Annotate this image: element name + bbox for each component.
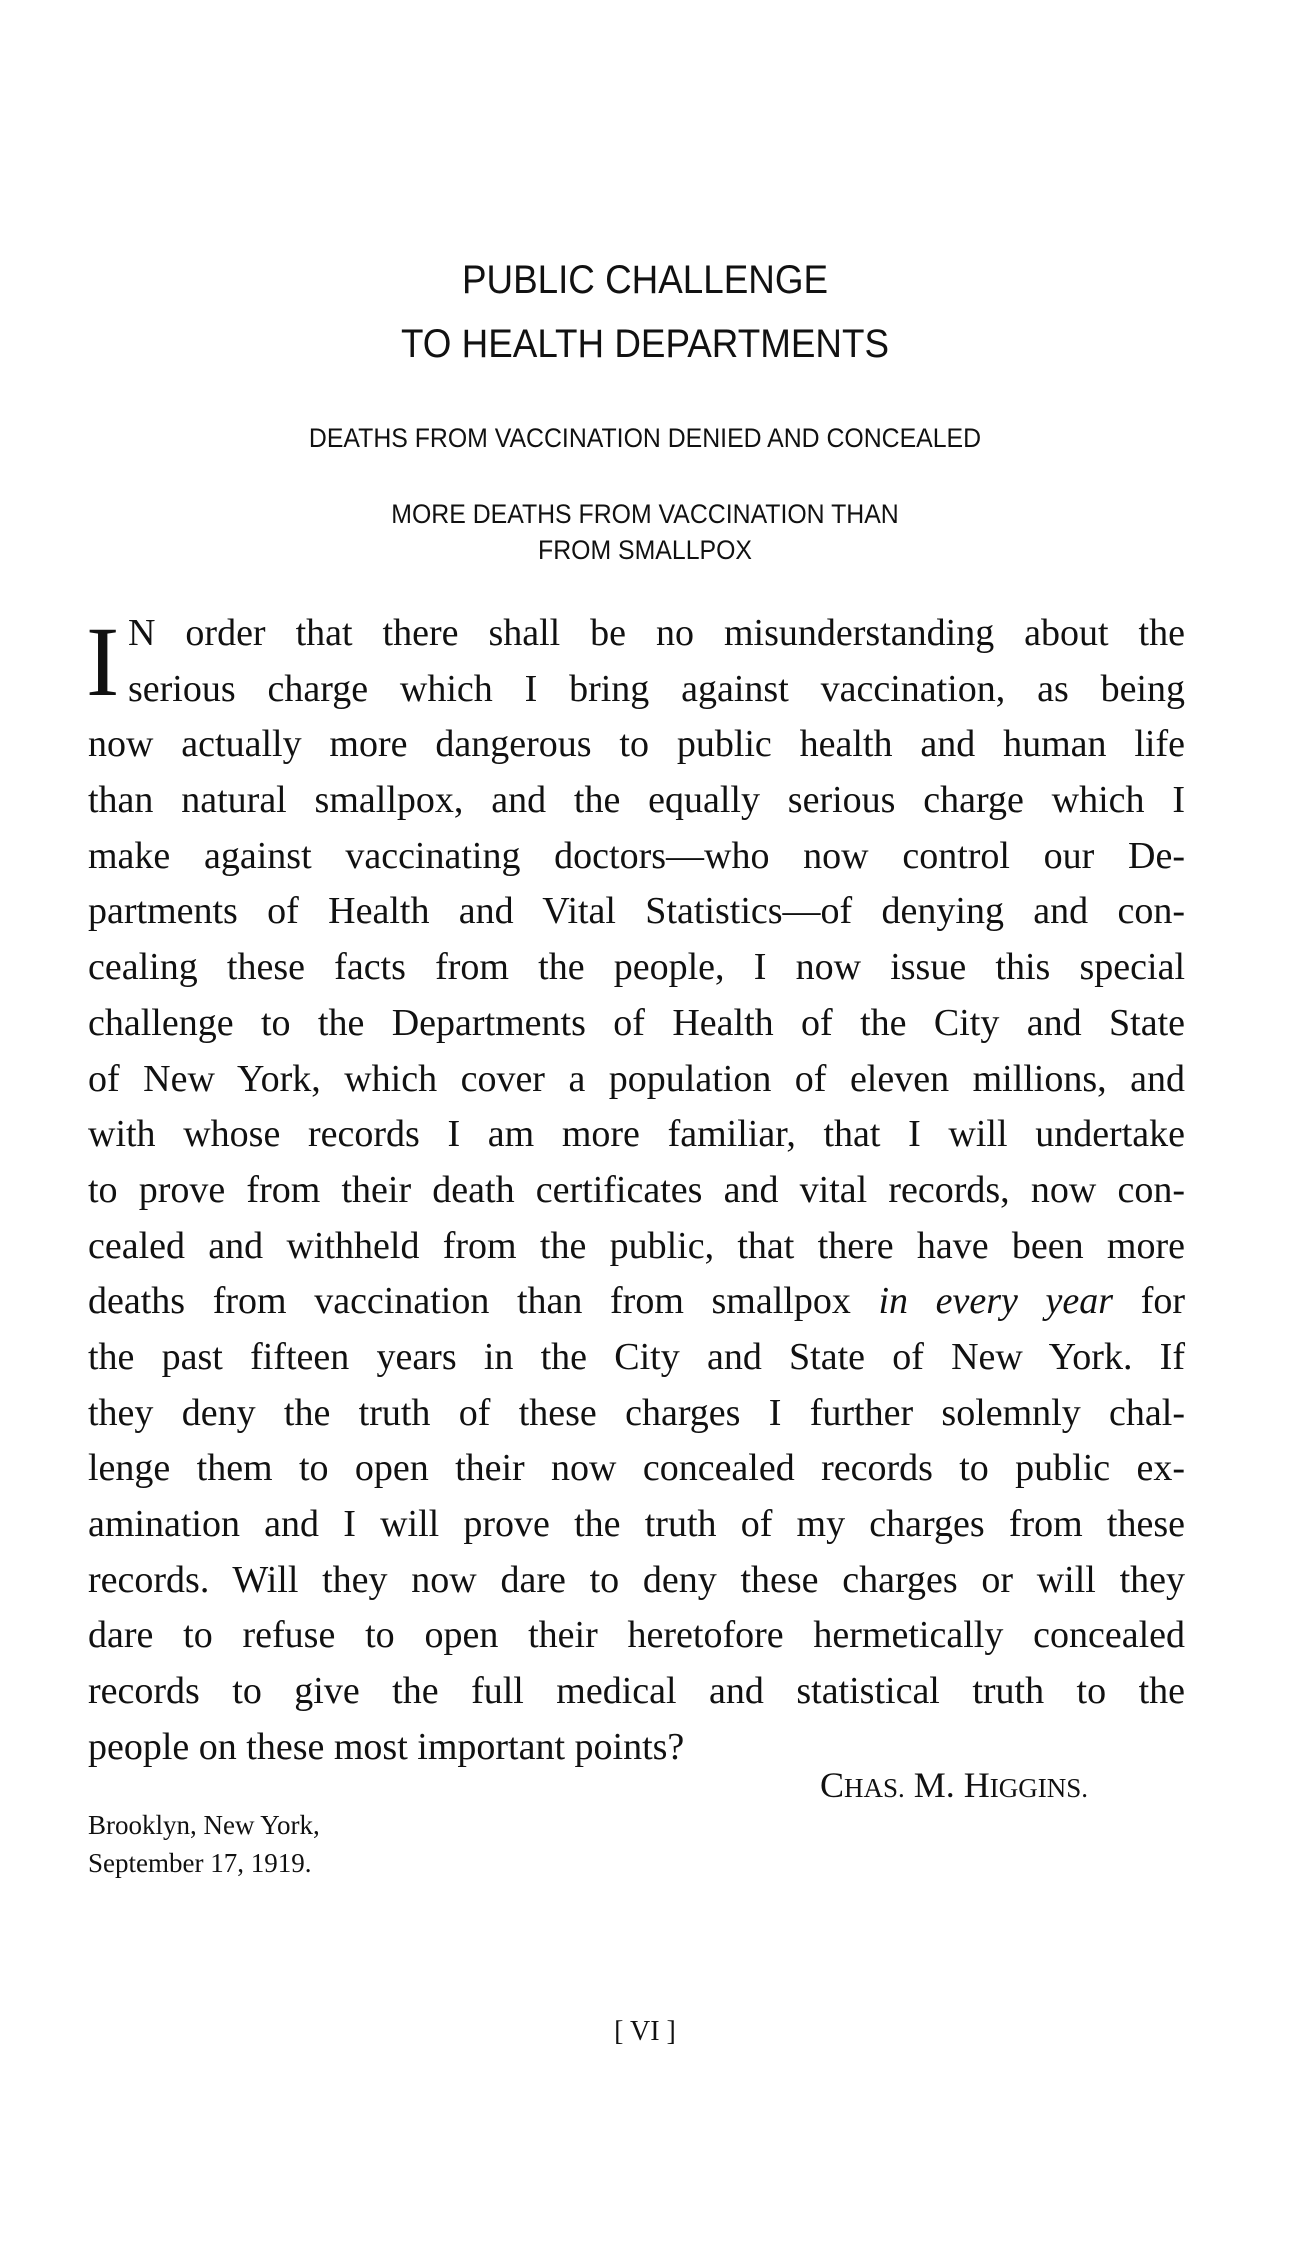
signature-part: H [963,1765,990,1805]
body-line: to prove from their death certificates and vital records, now con- [88,1168,1185,1211]
body-line: records to give the full medical and statistical truth to the [88,1670,1185,1713]
body-text: for [1113,1280,1185,1323]
body-line: lenge them to open their now concealed records to public ex- [88,1447,1185,1490]
signature-part: C [820,1765,845,1805]
place: Brooklyn, New York, [88,1810,320,1840]
body-line: dare to refuse to open their heretofore hermetically concealed [88,1614,1185,1657]
body-line: challenge to the Departments of Health of the City and State [88,1001,1185,1044]
body-line: people on these most important points? [88,1725,685,1768]
signature-part: IGGINS. [989,1773,1089,1803]
drop-cap: I [86,606,120,717]
body-line: they deny the truth of these charges I further solemnly chal- [88,1391,1185,1434]
body-line: cealed and withheld from the public, that there have been more [88,1224,1185,1267]
body-line: make against vaccinating doctors—who now control our De- [88,834,1185,877]
page-number: [ VI ] [614,2016,676,2047]
body-line: of New York, which cover a population of eleven millions, and [88,1057,1185,1100]
body-line: the past fifteen years in the City and State of New York. If [88,1335,1185,1378]
signature [820,1764,1088,1806]
body-text: deaths from vaccination than from smallpox [88,1280,879,1323]
title-line-2: TO HEALTH DEPARTMENTS [400,322,890,366]
body-line: records. Will they now dare to deny these charges or will they [88,1558,1185,1601]
body-paragraph [88,606,1185,1775]
date: September 17, 1919. [88,1848,312,1878]
title-line-1: PUBLIC CHALLENGE [461,258,829,302]
body-line: serious charge which I bring against vaccination, as being [128,667,1185,710]
body-line [88,1274,1185,1330]
subtitle-more-deaths-1: MORE DEATHS FROM VACCINATION THAN [391,499,899,529]
subtitle-more-deaths-2: FROM SMALLPOX [538,535,752,565]
signature-part: HAS. [844,1773,905,1803]
signature-part: M. [904,1765,964,1805]
emphasis-text: in every year [878,1280,1114,1323]
body-line: cealing these facts from the people, I now issue this special [88,946,1185,989]
body-line: N order that there shall be no misunderstanding about the [128,612,1185,654]
body-line: amination and I will prove the truth of my charges from these [88,1503,1185,1545]
subtitle-concealed: DEATHS FROM VACCINATION DENIED AND CONCEALED [308,423,982,453]
body-line: than natural smallpox, and the equally serious charge which I [88,779,1185,822]
body-line: now actually more dangerous to public health and human life [88,723,1185,766]
body-line: with whose records I am more familiar, that I will undertake [88,1113,1185,1156]
body-line: partments of Health and Vital Statistics—of denying and con- [88,890,1185,933]
